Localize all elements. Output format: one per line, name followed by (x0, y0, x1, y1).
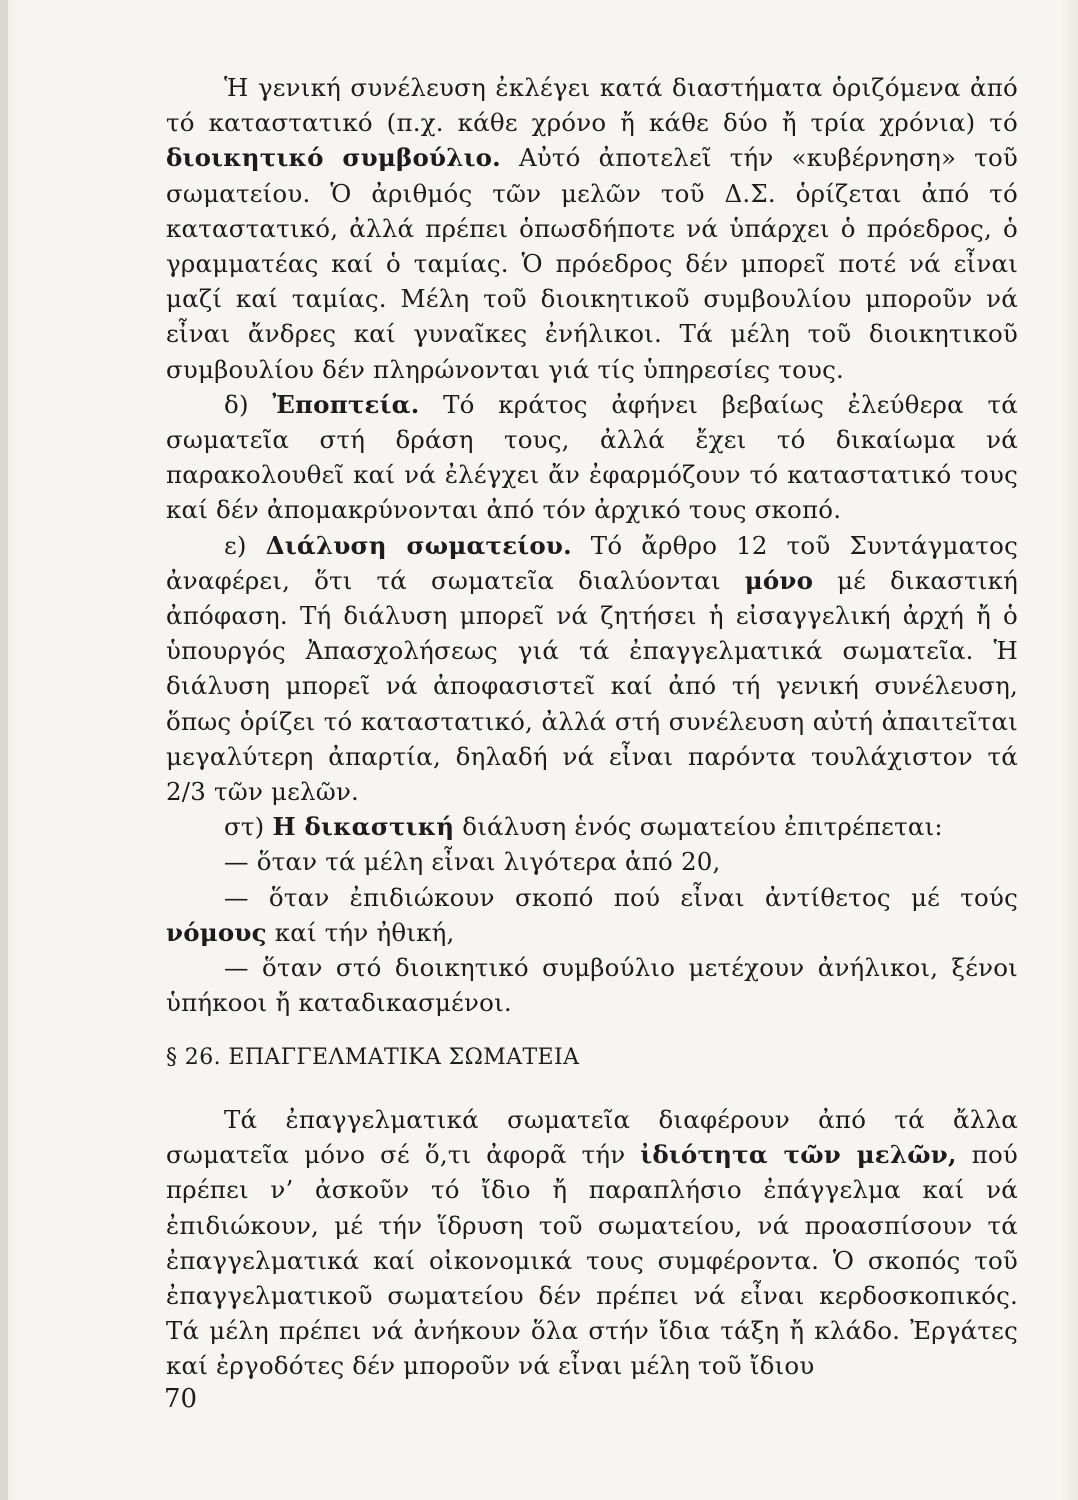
dissolution-text-2: μέ δικαστική ἀπόφαση. Τή διάλυση μπορεῖ νά ζητήσει ἡ εἰσαγγελική ἀρχή ἤ ὁ ὑπουργός Ἀπασχολήσεως γιά τά ἐπαγγελματικά σωματεῖα. Ἡ διάλυση μπορεῖ νά ἀποφασιστεῖ καί ἀπό τή γενική συνέλευση, ὅπως ὁρίζει τό καταστατικό, ἀλλά στή συνέλευση αὐτή ἀπαιτεῖται μεγαλύτερη ἀπαρτία, δηλαδή νά εἶναι παρόντα τουλάχιστον τά 2/3 τῶν μελῶν. (166, 565, 1018, 807)
list-item-2-text-c: καί τήν ἠθική, (266, 917, 455, 947)
paragraph-dissolution (166, 528, 1018, 810)
judicial-heading: Η δικαστική (272, 812, 455, 842)
members-property-term: ἰδιότητα τῶν μελῶν, (640, 1140, 957, 1170)
list-item (166, 880, 1018, 950)
paragraph-supervision (166, 387, 1018, 528)
dissolution-marker: ε) (224, 530, 266, 560)
board-text-1: Ἡ γενική συνέλευση ἐκλέγει κατά διαστήματα ὁριζόμενα ἀπό τό καταστατικό (π.χ. κάθε χρόνο ἤ κάθε δύο ἤ τρία χρόνια) τό (166, 73, 1018, 138)
professional-text-2: πού πρέπει ν’ ἀσκοῦν τό ἴδιο ἤ παραπλήσιο ἐπάγγελμα καί νά ἐπιδιώκουν, μέ τήν ἵδρυση τοῦ σωματείου, νά προασπίσουν τά ἐπαγγελματικά καί οἰκονομικά τους συμφέροντα. Ὁ σκοπός τοῦ ἐπαγγελματικοῦ σωματείου δέν πρέπει νά εἶναι κερδοσκοπικός. Τά μέλη πρέπει νά ἀνήκουν ὅλα στήν ἴδια τάξη ἤ κλάδο. Ἐργάτες καί ἐργοδότες δέν μποροῦν νά εἶναι μέλη τοῦ ἴδιου (166, 1140, 1018, 1381)
judicial-marker: στ) (224, 812, 273, 842)
list-item: — ὅταν στό διοικητικό συμβούλιο μετέχουν ἀνήλικοι, ξένοι ὑπήκοοι ἤ καταδικασμένοι. (166, 953, 1018, 1018)
list-item-2-text-a: — ὅταν ἐπιδιώκουν σκοπό πού εἶναι ἀντίθετος μέ τούς (224, 882, 1018, 912)
dissolution-only-term: μόνο (744, 565, 814, 595)
paragraph-board (166, 70, 1018, 387)
section-heading (166, 1040, 1018, 1075)
supervision-text: Τό κράτος ἀφήνει βεβαίως ἐλεύθερα τά σωματεῖα στή δράση τους, ἀλλά ἔχει τό δικαίωμα νά παρακολουθεῖ καί νά ἐλέγχει ἄν ἐφαρμόζουν τό καταστατικό τους καί δέν ἀπομακρύνονται ἀπό τόν ἀρχικό τους σκοπό. (166, 389, 1018, 525)
paragraph-professional-unions (166, 1102, 1018, 1384)
paragraph-judicial (166, 809, 1018, 844)
list-item: — ὅταν τά μέλη εἶναι λιγότερα ἀπό 20, (224, 847, 721, 877)
board-text-2: Αὐτό ἀποτελεῖ τήν «κυβέρνηση» τοῦ σωματείου. Ὁ ἀριθμός τῶν μελῶν τοῦ Δ.Σ. ὁρίζεται ἀπό τό καταστατικό, ἀλλά πρέπει ὁπωσδήποτε νά ὑπάρχει ὁ πρόεδρος, ὁ γραμματέας καί ὁ ταμίας. Ὁ πρόεδρος δέν μπορεῖ ποτέ νά εἶναι μαζί καί ταμίας. Μέλη τοῦ διοικητικοῦ συμβουλίου μποροῦν νά εἶναι ἄνδρες καί γυναῖκες ἐνήλικοι. Τά μέλη τοῦ διοικητικοῦ συμβουλίου δέν πληρώνονται γιά τίς ὑπηρεσίες τους. (166, 143, 1018, 384)
judicial-text: διάλυση ἑνός σωματείου ἐπιτρέπεται: (454, 812, 943, 842)
dissolution-heading: Διάλυση σωματείου. (265, 530, 572, 560)
board-term: διοικητικό συμβούλιο. (166, 143, 501, 173)
page-number: 70 (164, 1384, 198, 1414)
professional-text-1: Τά ἐπαγγελματικά σωματεῖα διαφέρουν ἀπό τά ἄλλα σωματεῖα μόνο σέ ὅ,τι ἀφορᾶ τήν (166, 1105, 1018, 1170)
supervision-heading: Ἐποπτεία. (272, 389, 420, 419)
section-title: § 26. ΕΠΑΓΓΕΛΜΑΤΙΚΑ ΣΩΜΑΤΕΙΑ (166, 1045, 580, 1070)
page-edge-shadow (0, 0, 8, 1500)
dissolution-text-1: Τό ἄρθρο 12 τοῦ Συντάγματος ἀναφέρει, ὅτι τά σωματεῖα διαλύονται (166, 530, 1019, 595)
supervision-marker: δ) (224, 389, 273, 419)
body-text-lower (166, 1102, 1018, 1384)
laws-term: νόμους (166, 917, 267, 947)
body-text-upper (166, 70, 1018, 1020)
